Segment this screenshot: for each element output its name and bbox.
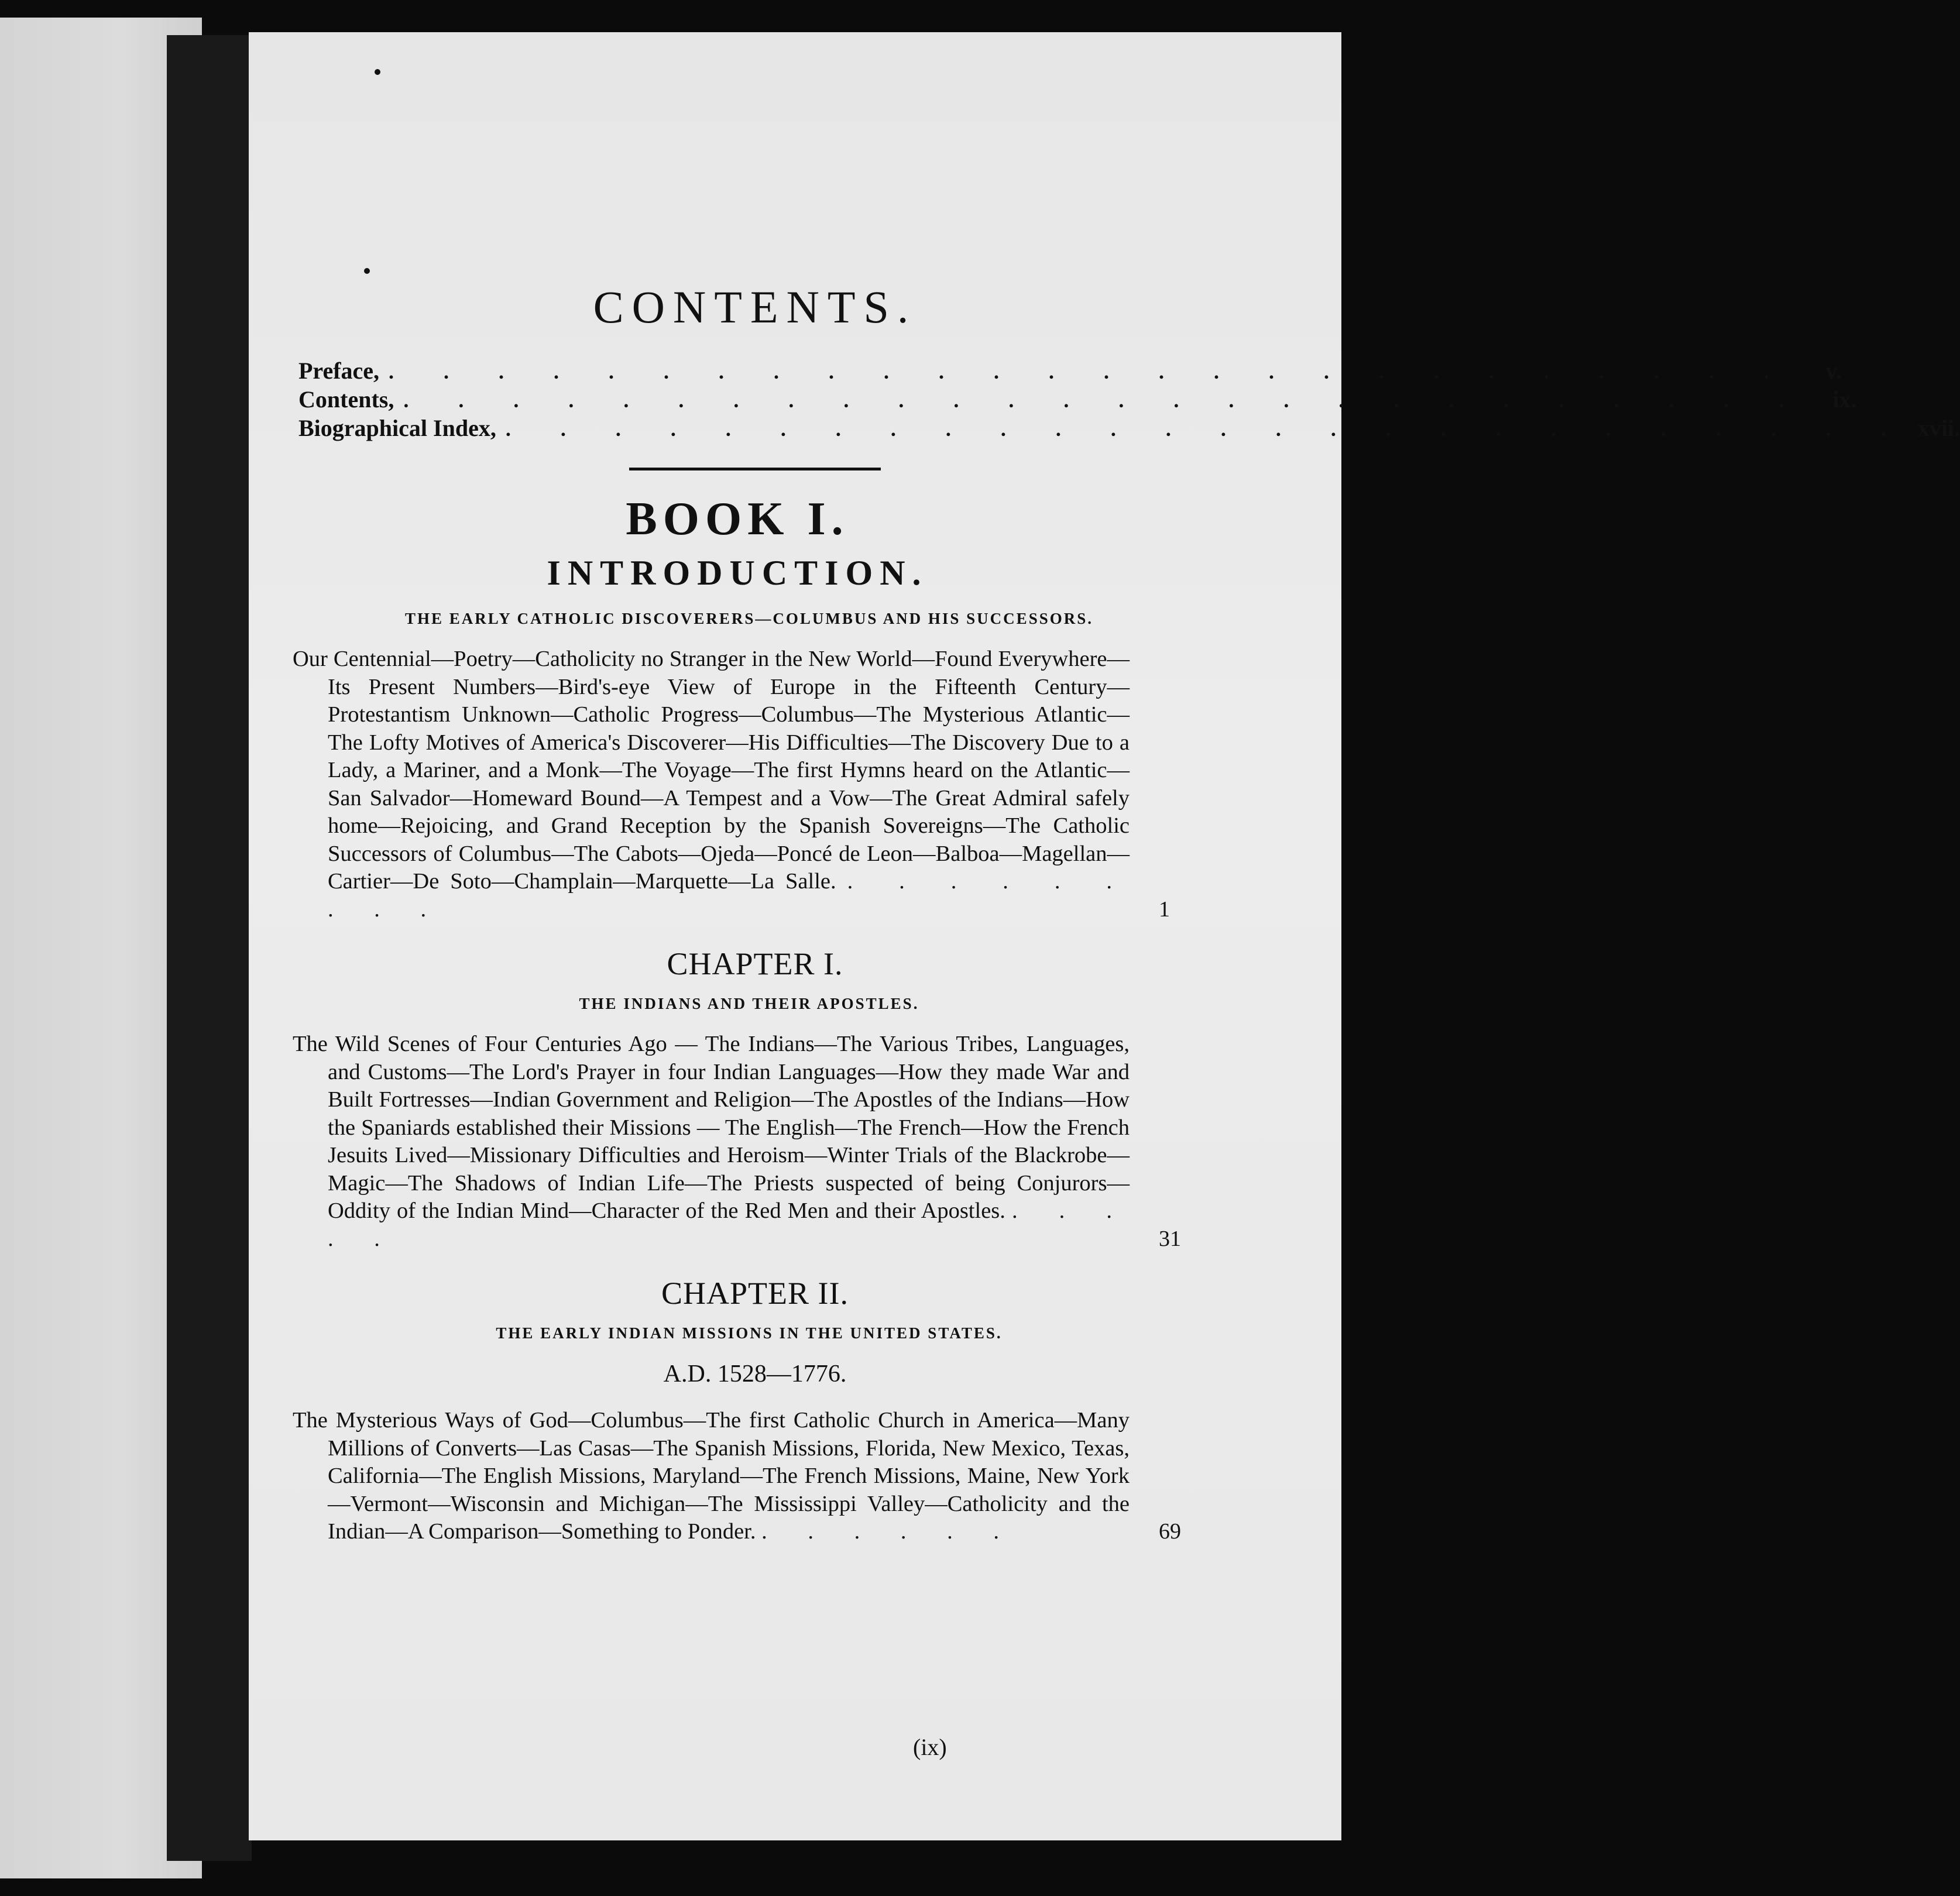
ink-speck [364,268,370,274]
toc-row [298,414,1960,443]
leader-dots: . . . . . . [761,1519,1017,1544]
toc-page: ix. [1832,386,1857,413]
contents-page [269,281,1960,1546]
toc-page: v. [1825,358,1842,384]
section-subtitle: THE EARLY CATHOLIC DISCOVERERS—COLUMBUS AND HIS SUCCESSORS. [405,610,1093,627]
page-folio: (ix) [913,1734,947,1760]
summary-text: The Wild Scenes of Four Centuries Ago — The Indians—The Various Tribes, Languages, and Customs—The Lord's Prayer in four Indian Languages—How they made War and Built Fortresses—Indian Government and Religion—The Apostles of the Indians—How the Spaniards established their Missions — The English—The French—How the French Jesuits Lived—Missionary Difficulties and Heroism—Winter Trials of the Blackrobe—Magic—The Shadows of Indian Life—The Priests suspected of being Conjurors—Oddity of the Indian Mind—Character of the Red Men and their Apostles. [293,1032,1130,1223]
section-summary: Our Centennial—Poetry—Catholicity no Stranger in the New World—Found Everywhere—Its Present Numbers—Bird's-eye View of Europe in the Fifteenth Century—Protestantism Unknown—Catholic Progress—Columbus—The Mysterious Atlantic—The Lofty Motives of America's Discoverer—His Difficulties—The Discovery Due to a Lady, a Mariner, and a Monk—The Voyage—The first Hymns heard on the Atlantic—San Salvador—Homeward Bound—A Tempest and a Vow—The Great Admiral safely home—Rejoicing, and Grand Reception by the Spanish Sovereigns—The Catholic Successors of Columbus—The Cabots—Ojeda—Poncé de Leon—Balboa—Magellan—Cartier—De Soto—Champlain—Marquette—La Salle. . . . . . . . . . 1 [293,647,1170,922]
section-summary: The Wild Scenes of Four Centuries Ago — The Indians—The Various Tribes, Languages, and Customs—The Lord's Prayer in four Indian Languages—How they made War and Built Fortresses—Indian Government and Religion—The Apostles of the Indians—How the Spaniards established their Missions — The English—The French—How the French Jesuits Lived—Missionary Difficulties and Heroism—Winter Trials of the Blackrobe—Magic—The Shadows of Indian Life—The Priests suspected of being Conjurors—Oddity of the Indian Mind—Character of the Red Men and their Apostles. . . . . . 31 [293,1032,1181,1251]
section-summary: The Mysterious Ways of God—Columbus—The first Catholic Church in America—Many Millions of Converts—Las Casas—The Spanish Missions, Florida, New Mexico, Texas, California—The English Missions, Maryland—The French Missions, Maine, New York—Vermont—Wisconsin and Michigan—The Mississippi Valley—Catholicity and the Indian—A Comparison—Something to Ponder. . . . . . . 69 [293,1408,1181,1544]
chapter-2-section [269,1275,1194,1546]
toc-row [298,386,1857,414]
book-gutter [167,35,252,1861]
leader-dots: . . . . . [328,1198,1130,1251]
section-subtitle: THE EARLY INDIAN MISSIONS IN THE UNITED STATES. [496,1324,1003,1342]
ink-speck [375,69,380,75]
divider-rule [629,468,881,470]
summary-text: Our Centennial—Poetry—Catholicity no Stranger in the New World—Found Everywhere—Its Present Numbers—Bird's-eye View of Europe in the Fifteenth Century—Protestantism Unknown—Catholic Progress—Columbus—The Mysterious Atlantic—The Lofty Motives of America's Discoverer—His Difficulties—The Discovery Due to a Lady, a Mariner, and a Monk—The Voyage—The first Hymns heard on the Atlantic—San Salvador—Homeward Bound—A Tempest and a Vow—The Great Admiral safely home—Rejoicing, and Grand Reception by the Spanish Sovereigns—The Catholic Successors of Columbus—The Cabots—Ojeda—Poncé de Leon—Balboa—Magellan—Cartier—De Soto—Champlain—Marquette—La Salle. [293,647,1130,894]
toc-row [298,357,1842,386]
section-subtitle: THE INDIANS AND THEIR APOSTLES. [579,995,919,1012]
toc-page: xvii. [1917,415,1960,441]
page-title: CONTENTS. [593,281,917,332]
leader-dots: . . . . . . . . . [328,869,1130,922]
leader-dots: . . . . . . . . . . . . . . . . . . . . . . . . . . [403,389,1807,412]
introduction-section [269,610,1194,923]
leader-dots: . . . . . . . . . . . . . . . . . . . . . . . . . . [505,417,1908,441]
introduction-heading: INTRODUCTION. [547,554,928,592]
chapter-heading: CHAPTER I. [667,946,843,981]
section-date: A.D. 1528—1776. [663,1361,847,1387]
toc-label: Biographical Index, [298,415,496,441]
chapter-1-section [269,946,1194,1253]
summary-text: The Mysterious Ways of God—Columbus—The first Catholic Church in America—Many Millions of Converts—Las Casas—The Spanish Missions, Florida, New Mexico, Texas, California—The English Missions, Maryland—The French Missions, Maine, New York—Vermont—Wisconsin and Michigan—The Mississippi Valley—Catholicity and the Indian—A Comparison—Something to Ponder. [293,1408,1130,1544]
toc-label: Preface, [298,358,380,384]
leader-dots: . . . . . . . . . . . . . . . . . . . . . . . . . . [389,360,1792,383]
book-heading: BOOK I. [626,493,849,545]
toc-label: Contents, [298,386,394,413]
front-matter-list [269,357,1960,443]
chapter-heading: CHAPTER II. [661,1276,849,1311]
